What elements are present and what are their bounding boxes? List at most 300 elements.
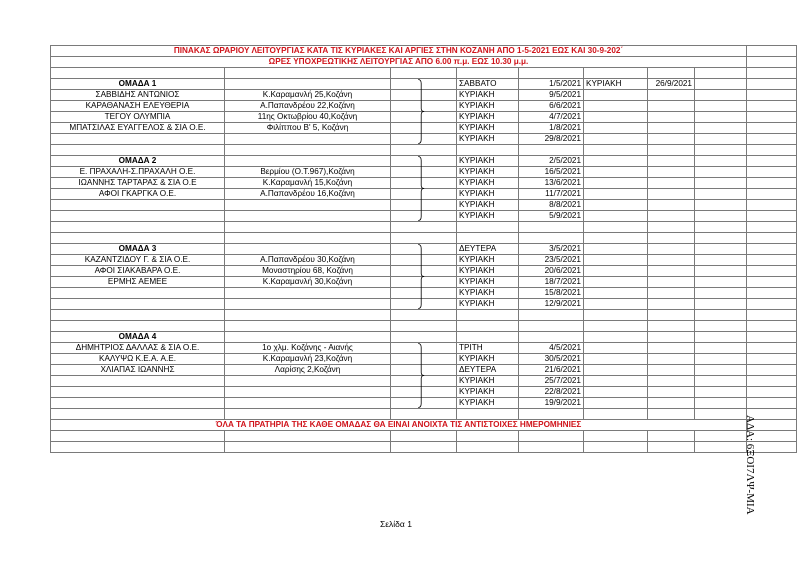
name-cell: ΕΡΜΗΣ ΑΕΜΕΕ <box>51 277 225 288</box>
brace-cell <box>391 211 457 222</box>
table-row <box>51 376 797 387</box>
day2-cell <box>584 200 648 211</box>
date-cell: 1/5/2021 <box>519 79 584 90</box>
day2-cell <box>584 343 648 354</box>
name-cell: ΑΦΟΙ ΣΙΑΚΑΒΑΡΑ Ο.Ε. <box>51 266 225 277</box>
date-cell: 4/7/2021 <box>519 112 584 123</box>
date-cell: 18/7/2021 <box>519 277 584 288</box>
day2-cell <box>584 189 648 200</box>
day-cell <box>457 332 519 343</box>
date2-cell <box>648 145 695 156</box>
table-row <box>51 277 797 288</box>
empty-cell <box>695 288 747 299</box>
date-cell: 19/9/2021 <box>519 398 584 409</box>
date2-cell <box>648 266 695 277</box>
name-cell <box>51 200 225 211</box>
title-line-1: ΠΙΝΑΚΑΣ ΩΡΑΡΙΟΥ ΛΕΙΤΟΥΡΓΙΑΣ ΚΑΤΑ ΤΙΣ ΚΥΡΙΑΚΕΣ ΚΑΙ ΑΡΓΙΕΣ ΣΤΗΝ ΚΟΖΑΝΗ ΑΠΟ 1-5-2021 ΕΩΣ ΚΑΙ 30-9-202΄ <box>51 46 747 57</box>
date-cell: 5/9/2021 <box>519 211 584 222</box>
address-cell <box>225 387 391 398</box>
address-cell <box>225 233 391 244</box>
date-cell: 4/5/2021 <box>519 343 584 354</box>
date2-cell <box>648 288 695 299</box>
name-cell: ΚΑΡΑΘΑΝΑΣΗ ΕΛΕΥΘΕΡΙΑ <box>51 101 225 112</box>
empty-cell <box>747 321 797 332</box>
date-cell <box>519 233 584 244</box>
empty-cell <box>695 321 747 332</box>
day-cell: ΚΥΡΙΑΚΗ <box>457 277 519 288</box>
brace-cell <box>391 343 457 354</box>
brace-cell <box>391 156 457 167</box>
table-row <box>51 200 797 211</box>
empty-cell <box>695 211 747 222</box>
day2-cell <box>584 354 648 365</box>
day-cell <box>457 310 519 321</box>
empty-cell <box>747 123 797 134</box>
address-cell <box>225 200 391 211</box>
day2-cell <box>584 288 648 299</box>
day-cell: ΚΥΡΙΑΚΗ <box>457 189 519 200</box>
date2-cell <box>648 409 695 420</box>
day2-cell <box>584 233 648 244</box>
date-cell: 23/5/2021 <box>519 255 584 266</box>
empty-cell <box>747 398 797 409</box>
brace-cell <box>391 266 457 277</box>
brace-cell <box>391 167 457 178</box>
empty-cell <box>695 266 747 277</box>
address-cell: Κ.Καραμανλή 15,Κοζάνη <box>225 178 391 189</box>
day-cell: ΚΥΡΙΑΚΗ <box>457 101 519 112</box>
empty-cell <box>695 167 747 178</box>
table-row <box>51 299 797 310</box>
date-cell: 6/6/2021 <box>519 101 584 112</box>
name-cell: ΤΕΓΟΥ ΟΛΥΜΠΙΑ <box>51 112 225 123</box>
day2-cell <box>584 211 648 222</box>
note-row <box>51 420 797 431</box>
empty-cell <box>747 266 797 277</box>
table-row <box>51 288 797 299</box>
date-cell: 30/5/2021 <box>519 354 584 365</box>
day-cell: ΚΥΡΙΑΚΗ <box>457 354 519 365</box>
date2-cell <box>648 211 695 222</box>
spacer-row <box>51 442 797 453</box>
title-line-2: ΩΡΕΣ ΥΠΟΧΡΕΩΤΙΚΗΣ ΛΕΙΤΟΥΡΓΙΑΣ ΑΠΟ 6.00 π.μ. ΕΩΣ 10.30 μ.μ. <box>51 57 747 68</box>
table-row <box>51 167 797 178</box>
empty-cell <box>747 211 797 222</box>
page-label: Σελίδα 1 <box>380 519 412 529</box>
day-cell: ΚΥΡΙΑΚΗ <box>457 156 519 167</box>
date2-cell <box>648 200 695 211</box>
day-cell: ΚΥΡΙΑΚΗ <box>457 211 519 222</box>
day-cell: ΚΥΡΙΑΚΗ <box>457 288 519 299</box>
table-row <box>51 134 797 145</box>
brace-cell <box>391 321 457 332</box>
day2-cell <box>584 156 648 167</box>
name-cell <box>51 233 225 244</box>
date2-cell <box>648 233 695 244</box>
name-cell <box>51 145 225 156</box>
empty-cell <box>695 365 747 376</box>
empty-cell <box>747 310 797 321</box>
name-cell <box>51 222 225 233</box>
brace-cell <box>391 189 457 200</box>
address-cell <box>225 145 391 156</box>
empty-cell <box>747 222 797 233</box>
day2-cell <box>584 255 648 266</box>
name-cell: ΚΑΖΑΝΤΖΙΔΟΥ Γ. & ΣΙΑ Ο.Ε. <box>51 255 225 266</box>
address-cell <box>225 211 391 222</box>
day2-cell <box>584 178 648 189</box>
day-cell: ΚΥΡΙΑΚΗ <box>457 398 519 409</box>
name-cell: ΣΑΒΒΙΔΗΣ ΑΝΤΩΝΙΟΣ <box>51 90 225 101</box>
day2-cell <box>584 321 648 332</box>
address-cell: Κ.Καραμανλή 30,Κοζάνη <box>225 277 391 288</box>
empty-cell <box>747 112 797 123</box>
day-cell: ΚΥΡΙΑΚΗ <box>457 123 519 134</box>
brace-cell <box>391 244 457 255</box>
date-cell: 22/8/2021 <box>519 387 584 398</box>
day2-cell <box>584 266 648 277</box>
date2-cell <box>648 387 695 398</box>
empty-cell <box>747 343 797 354</box>
empty-cell <box>695 233 747 244</box>
day-cell: ΚΥΡΙΑΚΗ <box>457 299 519 310</box>
day2-cell <box>584 277 648 288</box>
table-row <box>51 321 797 332</box>
name-cell: ΜΠΑΤΣΙΛΑΣ ΕΥΑΓΓΕΛΟΣ & ΣΙΑ Ο.Ε. <box>51 123 225 134</box>
date2-cell <box>648 310 695 321</box>
table-row <box>51 79 797 90</box>
date-cell: 1/8/2021 <box>519 123 584 134</box>
brace-cell <box>391 178 457 189</box>
date2-cell <box>648 332 695 343</box>
table-row <box>51 222 797 233</box>
empty-cell <box>695 310 747 321</box>
table-row <box>51 211 797 222</box>
empty-cell <box>747 90 797 101</box>
empty-cell <box>695 299 747 310</box>
name-cell: ΟΜΑΔΑ 2 <box>51 156 225 167</box>
date2-cell <box>648 167 695 178</box>
brace-cell <box>391 134 457 145</box>
empty-cell <box>695 101 747 112</box>
day-cell: ΔΕΥΤΕΡΑ <box>457 244 519 255</box>
name-cell: ΙΩΑΝΝΗΣ ΤΑΡΤΑΡΑΣ & ΣΙΑ Ο.Ε <box>51 178 225 189</box>
day-cell: ΚΥΡΙΑΚΗ <box>457 376 519 387</box>
table-row <box>51 123 797 134</box>
empty-cell <box>747 79 797 90</box>
name-cell <box>51 321 225 332</box>
date-cell <box>519 332 584 343</box>
brace-cell <box>391 387 457 398</box>
name-cell: ΧΛΙΑΠΑΣ ΙΩΑΝΝΗΣ <box>51 365 225 376</box>
empty-cell <box>695 123 747 134</box>
brace-cell <box>391 277 457 288</box>
address-cell <box>225 79 391 90</box>
note-text: ΌΛΑ ΤΑ ΠΡΑΤΗΡΙΑ ΤΗΣ ΚΑΘΕ ΟΜΑΔΑΣ ΘΑ ΕΙΝΑΙ ΑΝΟΙΧΤΑ ΤΙΣ ΑΝΤΙΣΤΟΙΧΕΣ ΗΜΕΡΟΜΗΝΙΕΣ <box>51 420 747 431</box>
empty-cell <box>747 57 797 68</box>
empty-cell <box>695 277 747 288</box>
name-cell <box>51 288 225 299</box>
address-cell <box>225 244 391 255</box>
date2-cell <box>648 321 695 332</box>
date-cell: 15/8/2021 <box>519 288 584 299</box>
day-cell: ΚΥΡΙΑΚΗ <box>457 167 519 178</box>
date2-cell <box>648 101 695 112</box>
date2-cell <box>648 354 695 365</box>
empty-cell <box>695 244 747 255</box>
address-cell: Φιλίππου Β' 5, Κοζάνη <box>225 123 391 134</box>
table-row <box>51 156 797 167</box>
empty-cell <box>695 409 747 420</box>
brace-cell <box>391 222 457 233</box>
day2-cell <box>584 310 648 321</box>
empty-cell <box>695 332 747 343</box>
date2-cell <box>648 178 695 189</box>
empty-cell <box>747 200 797 211</box>
brace-cell <box>391 365 457 376</box>
address-cell <box>225 156 391 167</box>
date-cell: 9/5/2021 <box>519 90 584 101</box>
brace-cell <box>391 255 457 266</box>
address-cell: 11ης Οκτωβρίου 40,Κοζάνη <box>225 112 391 123</box>
name-cell <box>51 134 225 145</box>
name-cell <box>51 409 225 420</box>
day-cell <box>457 409 519 420</box>
table-row <box>51 398 797 409</box>
date2-cell <box>648 123 695 134</box>
date2-cell <box>648 255 695 266</box>
empty-cell <box>695 255 747 266</box>
address-cell <box>225 376 391 387</box>
empty-cell <box>747 156 797 167</box>
empty-cell <box>747 178 797 189</box>
title-row <box>51 46 797 57</box>
name-cell <box>51 376 225 387</box>
day-cell: ΚΥΡΙΑΚΗ <box>457 178 519 189</box>
date-cell: 11/7/2021 <box>519 189 584 200</box>
brace-cell <box>391 90 457 101</box>
empty-cell <box>747 354 797 365</box>
empty-cell <box>695 189 747 200</box>
day2-cell <box>584 112 648 123</box>
date-cell: 2/5/2021 <box>519 156 584 167</box>
day2-cell <box>584 332 648 343</box>
empty-cell <box>747 277 797 288</box>
day-cell <box>457 222 519 233</box>
name-cell: ΚΑΛΥΨΩ Κ.Ε.Α. Α.Ε. <box>51 354 225 365</box>
day-cell: ΔΕΥΤΕΡΑ <box>457 365 519 376</box>
name-cell <box>51 310 225 321</box>
address-cell: Α.Παπανδρέου 30,Κοζάνη <box>225 255 391 266</box>
name-cell <box>51 211 225 222</box>
empty-cell <box>695 398 747 409</box>
address-cell <box>225 398 391 409</box>
address-cell: 1ο χλμ. Κοζάνης - Αιανής <box>225 343 391 354</box>
empty-cell <box>747 376 797 387</box>
empty-cell <box>695 343 747 354</box>
brace-cell <box>391 200 457 211</box>
name-cell: ΟΜΑΔΑ 3 <box>51 244 225 255</box>
day-cell: ΚΥΡΙΑΚΗ <box>457 90 519 101</box>
address-cell: Κ.Καραμανλή 25,Κοζάνη <box>225 90 391 101</box>
empty-cell <box>747 233 797 244</box>
address-cell: Λαρίσης 2,Κοζάνη <box>225 365 391 376</box>
brace-cell <box>391 145 457 156</box>
day-cell <box>457 145 519 156</box>
brace-cell <box>391 398 457 409</box>
empty-cell <box>695 145 747 156</box>
date-cell <box>519 310 584 321</box>
day2-cell <box>584 134 648 145</box>
day2-cell: ΚΥΡΙΑΚΗ <box>584 79 648 90</box>
date2-cell <box>648 189 695 200</box>
brace-cell <box>391 354 457 365</box>
date2-cell <box>648 277 695 288</box>
empty-cell <box>695 112 747 123</box>
empty-cell <box>747 288 797 299</box>
day2-cell <box>584 376 648 387</box>
brace-cell <box>391 409 457 420</box>
brace-cell <box>391 101 457 112</box>
date-cell: 12/9/2021 <box>519 299 584 310</box>
day-cell: ΚΥΡΙΑΚΗ <box>457 134 519 145</box>
date2-cell <box>648 398 695 409</box>
table-row <box>51 178 797 189</box>
brace-cell <box>391 123 457 134</box>
empty-cell <box>747 167 797 178</box>
brace-cell <box>391 310 457 321</box>
address-cell <box>225 134 391 145</box>
brace-cell <box>391 299 457 310</box>
table-row <box>51 343 797 354</box>
name-cell <box>51 387 225 398</box>
empty-cell <box>747 189 797 200</box>
table-row <box>51 101 797 112</box>
empty-cell <box>695 222 747 233</box>
spacer-row <box>51 68 797 79</box>
address-cell: Κ.Καραμανλή 23,Κοζάνη <box>225 354 391 365</box>
empty-cell <box>695 90 747 101</box>
address-cell <box>225 332 391 343</box>
table-row <box>51 233 797 244</box>
empty-cell <box>695 156 747 167</box>
day2-cell <box>584 90 648 101</box>
date-cell <box>519 145 584 156</box>
empty-cell <box>747 365 797 376</box>
address-cell: Μοναστηρίου 68, Κοζάνη <box>225 266 391 277</box>
day2-cell <box>584 222 648 233</box>
date2-cell <box>648 299 695 310</box>
name-cell: ΔΗΜΗΤΡΙΟΣ ΔΑΛΛΑΣ & ΣΙΑ Ο.Ε. <box>51 343 225 354</box>
table-row <box>51 409 797 420</box>
empty-cell <box>747 46 797 57</box>
empty-cell <box>747 255 797 266</box>
empty-cell <box>695 387 747 398</box>
side-code-stamp: ΑΔΑ: 6ΞΟΙ7ΛΨ-ΜΙΑ <box>744 415 756 515</box>
spacer-row <box>51 431 797 442</box>
day-cell <box>457 233 519 244</box>
date2-cell <box>648 365 695 376</box>
day-cell: ΚΥΡΙΑΚΗ <box>457 266 519 277</box>
table-row <box>51 266 797 277</box>
address-cell <box>225 409 391 420</box>
empty-cell <box>695 178 747 189</box>
table-row <box>51 145 797 156</box>
brace-cell <box>391 332 457 343</box>
name-cell: ΟΜΑΔΑ 4 <box>51 332 225 343</box>
address-cell <box>225 321 391 332</box>
brace-cell <box>391 79 457 90</box>
address-cell: Α.Παπανδρέου 16,Κοζάνη <box>225 189 391 200</box>
date-cell: 21/6/2021 <box>519 365 584 376</box>
day-cell: ΚΥΡΙΑΚΗ <box>457 200 519 211</box>
empty-cell <box>695 354 747 365</box>
empty-cell <box>747 299 797 310</box>
date-cell <box>519 321 584 332</box>
empty-cell <box>747 387 797 398</box>
address-cell <box>225 299 391 310</box>
empty-cell <box>695 376 747 387</box>
day-cell: ΚΥΡΙΑΚΗ <box>457 255 519 266</box>
brace-cell <box>391 112 457 123</box>
date2-cell <box>648 222 695 233</box>
schedule-table <box>50 45 797 453</box>
day-cell: ΣΑΒΒΑΤΟ <box>457 79 519 90</box>
address-cell <box>225 288 391 299</box>
day2-cell <box>584 145 648 156</box>
address-cell <box>225 222 391 233</box>
address-cell: Βερμίου (Ο.Τ.967),Κοζάνη <box>225 167 391 178</box>
name-cell: ΑΦΟΙ ΓΚΑΡΓΚΑ Ο.Ε. <box>51 189 225 200</box>
empty-cell <box>747 332 797 343</box>
table-row <box>51 354 797 365</box>
empty-cell <box>747 101 797 112</box>
day2-cell <box>584 365 648 376</box>
date-cell <box>519 222 584 233</box>
table-row <box>51 255 797 266</box>
empty-cell <box>695 79 747 90</box>
table-row <box>51 365 797 376</box>
date2-cell: 26/9/2021 <box>648 79 695 90</box>
table-row <box>51 310 797 321</box>
address-cell: Α.Παπανδρέου 22,Κοζάνη <box>225 101 391 112</box>
brace-cell <box>391 288 457 299</box>
table-row <box>51 112 797 123</box>
day2-cell <box>584 398 648 409</box>
day2-cell <box>584 123 648 134</box>
table-row <box>51 332 797 343</box>
date-cell <box>519 409 584 420</box>
date-cell: 29/8/2021 <box>519 134 584 145</box>
table-row <box>51 387 797 398</box>
empty-cell <box>695 200 747 211</box>
date-cell: 3/5/2021 <box>519 244 584 255</box>
day2-cell <box>584 387 648 398</box>
date-cell: 16/5/2021 <box>519 167 584 178</box>
date2-cell <box>648 112 695 123</box>
empty-cell <box>747 134 797 145</box>
day2-cell <box>584 299 648 310</box>
name-cell: ΟΜΑΔΑ 1 <box>51 79 225 90</box>
address-cell <box>225 310 391 321</box>
date-cell: 20/6/2021 <box>519 266 584 277</box>
subtitle-row <box>51 57 797 68</box>
name-cell: Ε. ΠΡΑΧΑΛΗ-Σ.ΠΡΑΧΑΛΗ Ο.Ε. <box>51 167 225 178</box>
name-cell <box>51 398 225 409</box>
table-row <box>51 244 797 255</box>
date2-cell <box>648 134 695 145</box>
day2-cell <box>584 101 648 112</box>
